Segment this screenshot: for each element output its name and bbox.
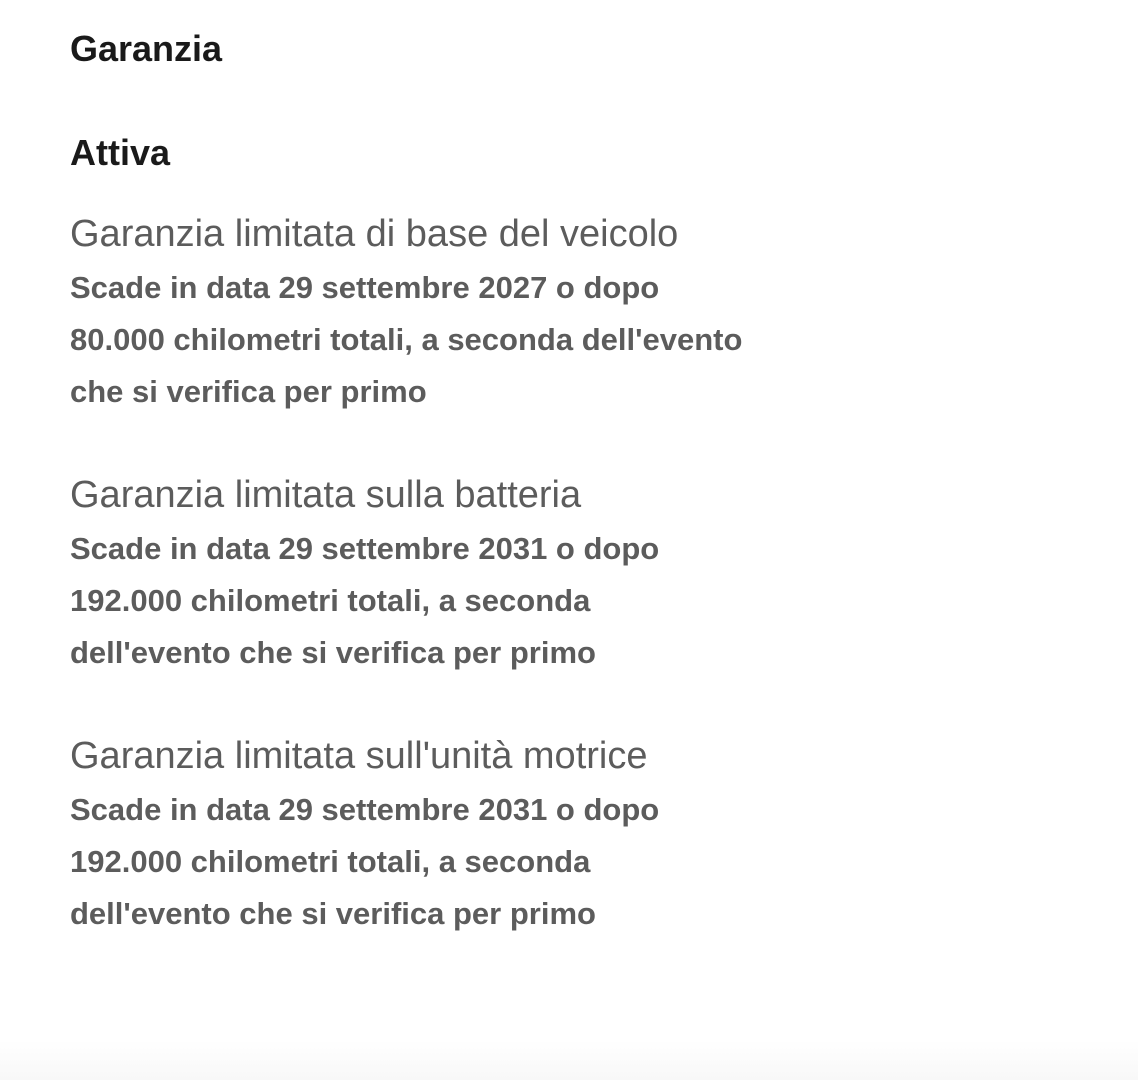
warranty-name: Garanzia limitata sull'unità motrice — [70, 735, 648, 777]
warranty-item-drive-unit — [70, 732, 790, 940]
warranty-detail: Scade in data 29 settembre 2031 o dopo 192.000 chilometri totali, a seconda dell'evento che si verifica per primo — [70, 792, 660, 931]
warranty-detail: Scade in data 29 settembre 2027 o dopo 80.000 chilometri totali, a seconda dell'evento che si verifica per primo — [70, 270, 743, 409]
section-title-active: Attiva — [70, 132, 171, 173]
warranty-name: Garanzia limitata sulla batteria — [70, 474, 582, 516]
warranty-item-battery — [70, 471, 790, 679]
warranty-detail: Scade in data 29 settembre 2031 o dopo 192.000 chilometri totali, a seconda dell'evento che si verifica per primo — [70, 531, 660, 670]
warranty-item-vehicle — [70, 210, 790, 418]
bottom-divider — [0, 1040, 1138, 1080]
page-title: Garanzia — [70, 28, 223, 69]
warranty-name: Garanzia limitata di base del veicolo — [70, 213, 679, 255]
